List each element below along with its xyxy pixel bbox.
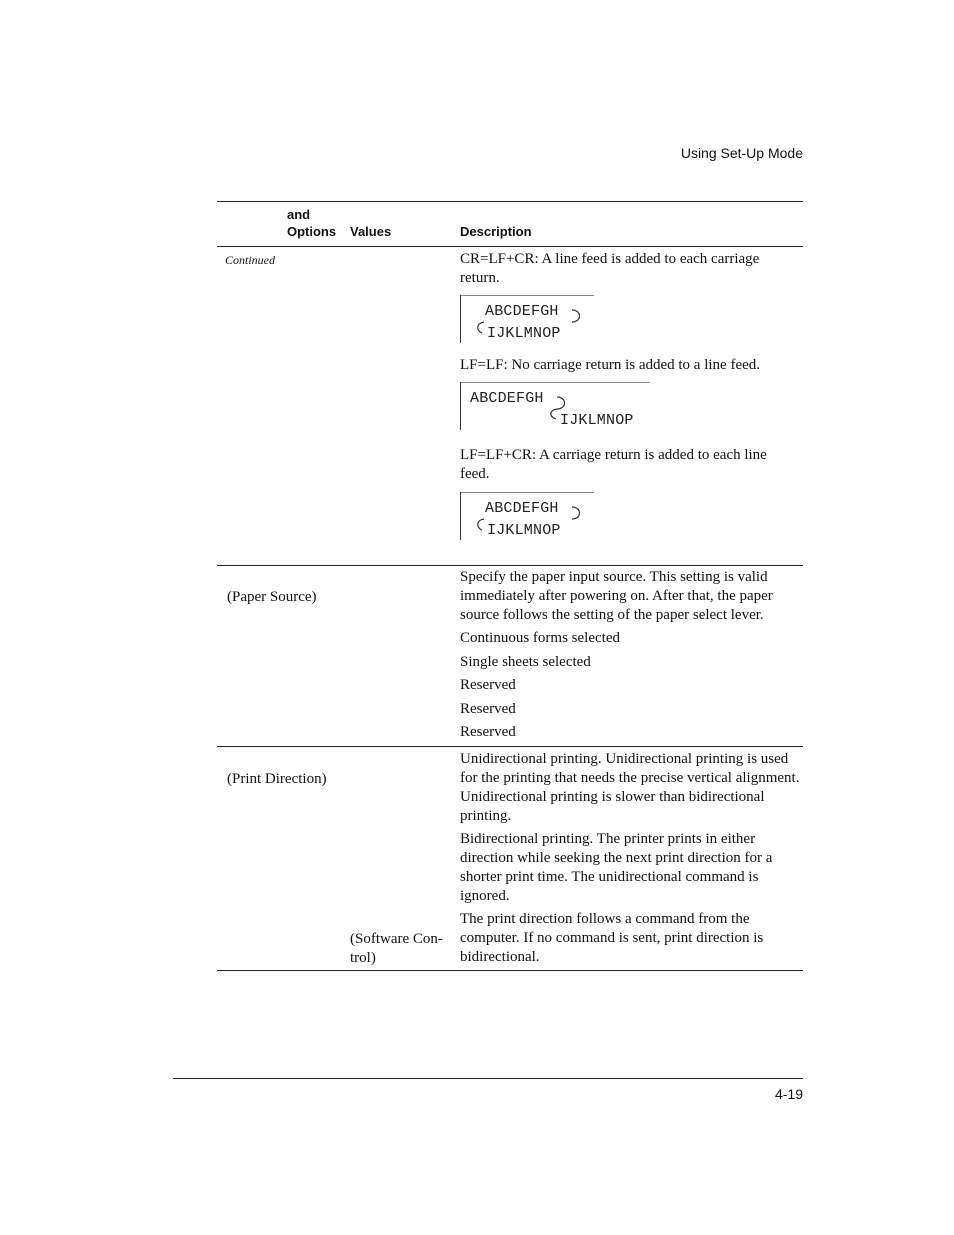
paper-source-value: Continuous forms selected [460, 630, 620, 646]
paper-source-description: Specify the paper input source. This setting is valid immediately after powering on. After that, the paper source follows the setting of the paper select lever. [460, 569, 773, 623]
option-paper-source: (Paper Source) [227, 589, 317, 605]
cr-lf-cr-description: CR=LF+CR: A line feed is added to each carriage return. [460, 251, 760, 286]
diagram-line-2: IJKLMNOP [487, 522, 561, 539]
running-head: Using Set-Up Mode [680, 145, 803, 161]
paper-source-value: Single sheets selected [460, 654, 591, 670]
lf-lf-cr-diagram [460, 492, 640, 544]
lf-lf-description: LF=LF: No carriage return is added to a line feed. [460, 357, 761, 373]
bidirectional-description: Bidirectional printing. The printer prints in either direction while seeking the next print direction for a shorter print time. The unidirectional command is ignored. [460, 831, 773, 904]
unidirectional-description: Unidirectional printing. Unidirectional printing is used for the printing that needs the precise vertical alignment. Unidirectional printing is slower than bidirectional printing. [460, 751, 800, 824]
diagram-line-1: ABCDEFGH [485, 303, 559, 320]
diagram-line-1: ABCDEFGH [485, 500, 559, 517]
paper-source-value: Reserved [460, 724, 516, 740]
diagram-line-2: IJKLMNOP [560, 412, 634, 429]
table-top-rule [217, 201, 803, 202]
lf-lf-cr-description: LF=LF+CR: A carriage return is added to each line feed. [460, 447, 767, 482]
software-control-value: (Software Con-trol) [350, 931, 443, 966]
header-rule [217, 246, 803, 247]
diagram-line-1: ABCDEFGH [470, 390, 544, 407]
diagram-line-2: IJKLMNOP [487, 325, 561, 342]
lf-lf-diagram [460, 382, 660, 434]
page-number: 4-19 [774, 1086, 803, 1102]
software-control-description: The print direction follows a command from the computer. If no command is sent, print direction is bidirectional. [460, 911, 764, 965]
table-bottom-rule [217, 970, 803, 971]
row-divider [217, 565, 803, 566]
continued-label: Continued [225, 253, 275, 267]
paper-source-value: Reserved [460, 701, 516, 717]
paper-source-value: Reserved [460, 677, 516, 693]
option-print-direction: (Print Direction) [227, 771, 327, 787]
column-header-values: Values [350, 224, 392, 239]
footer-rule [173, 1078, 803, 1079]
row-divider [217, 746, 803, 747]
column-header-description: Description [460, 224, 532, 239]
column-header-option-top: and [287, 207, 311, 222]
column-header-options: Options [287, 224, 337, 239]
cr-lf-cr-diagram [460, 295, 640, 347]
